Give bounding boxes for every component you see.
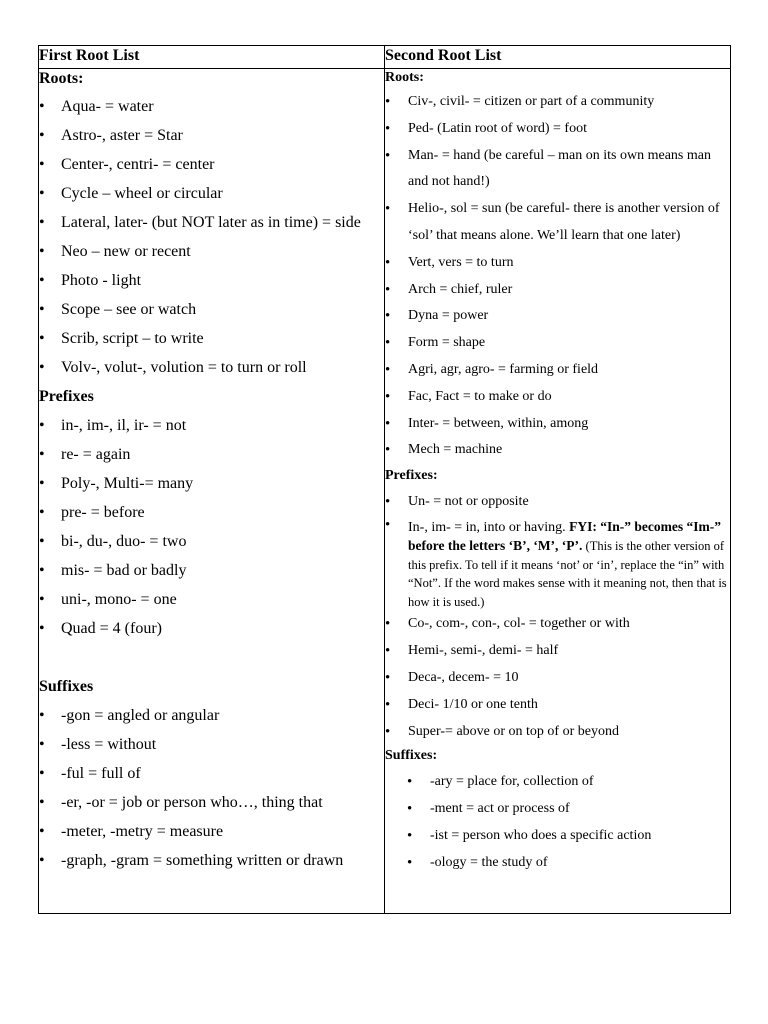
- list-item: • uni-, mono- = one: [39, 585, 384, 614]
- list-item: • mis- = bad or badly: [39, 556, 384, 585]
- first-prefixes-heading: Prefixes: [39, 388, 94, 405]
- list-item: • Photo - light: [39, 266, 384, 295]
- first-suffixes-heading: Suffixes: [39, 678, 94, 695]
- list-item: • Mech = machine: [385, 437, 730, 464]
- root-list-table: [38, 45, 731, 914]
- content-row: [39, 69, 731, 914]
- spacer: [39, 643, 384, 672]
- list-item: • Scope – see or watch: [39, 295, 384, 324]
- list-item: • Super-= above or on top of or beyond: [385, 719, 730, 746]
- list-item: • -ary = place for, collection of: [407, 769, 730, 796]
- first-prefixes-list: [39, 411, 384, 643]
- list-item: • Deca-, decem- = 10: [385, 665, 730, 692]
- list-item: • Vert, vers = to turn: [385, 250, 730, 277]
- list-item: • Form = shape: [385, 330, 730, 357]
- in-prefix-lead: In-, im- = in, into or having.: [408, 519, 570, 535]
- first-list-header: First Root List: [39, 46, 385, 69]
- list-item: • pre- = before: [39, 498, 384, 527]
- list-item: • Cycle – wheel or circular: [39, 179, 384, 208]
- list-item: • Dyna = power: [385, 303, 730, 330]
- list-item: • in-, im-, il, ir- = not: [39, 411, 384, 440]
- second-suffixes-list: [385, 769, 730, 876]
- list-item: • Aqua- = water: [39, 92, 384, 121]
- list-item: • -ment = act or process of: [407, 796, 730, 823]
- list-item: • Ped- (Latin root of word) = foot: [385, 116, 730, 143]
- list-item: • -ful = full of: [39, 759, 384, 788]
- list-item: • Arch = chief, ruler: [385, 277, 730, 304]
- list-item: • Co-, com-, con-, col- = together or with: [385, 611, 730, 638]
- list-item: • Un- = not or opposite: [385, 489, 730, 516]
- list-item: • Man- = hand (be careful – man on its own means man and not hand!): [385, 143, 730, 197]
- header-row: [39, 46, 731, 69]
- list-item: • -ology = the study of: [407, 850, 730, 877]
- list-item: • Volv-, volut-, volution = to turn or roll: [39, 353, 384, 382]
- second-suffixes-heading: Suffixes:: [385, 748, 438, 764]
- list-item: • Quad = 4 (four): [39, 614, 384, 643]
- first-suffixes-list: [39, 701, 384, 875]
- second-list-header: Second Root List: [385, 46, 731, 69]
- list-item: • Civ-, civil- = citizen or part of a community: [385, 89, 730, 116]
- list-item: • Deci- 1/10 or one tenth: [385, 692, 730, 719]
- list-item: • Astro-, aster = Star: [39, 121, 384, 150]
- list-item-in-prefix: [385, 516, 730, 612]
- list-item: • -gon = angled or angular: [39, 701, 384, 730]
- second-roots-heading: Roots:: [385, 70, 424, 85]
- list-item: • bi-, du-, duo- = two: [39, 527, 384, 556]
- list-item: • -meter, -metry = measure: [39, 817, 384, 846]
- first-roots-list: [39, 92, 384, 382]
- list-item: • re- = again: [39, 440, 384, 469]
- list-item: • -graph, -gram = something written or drawn: [39, 846, 384, 875]
- second-list-column: [385, 69, 731, 914]
- first-list-column: [39, 69, 385, 914]
- list-item: • Center-, centri- = center: [39, 150, 384, 179]
- list-item: • Inter- = between, within, among: [385, 411, 730, 438]
- list-item: • -ist = person who does a specific action: [407, 823, 730, 850]
- list-item: • Hemi-, semi-, demi- = half: [385, 638, 730, 665]
- list-item: • Fac, Fact = to make or do: [385, 384, 730, 411]
- list-item: • Neo – new or recent: [39, 237, 384, 266]
- list-item: • Scrib, script – to write: [39, 324, 384, 353]
- list-item: • -less = without: [39, 730, 384, 759]
- list-item: • Agri, agr, agro- = farming or field: [385, 357, 730, 384]
- in-prefix-note: (This is the other version of this prefix. To tell if it means ‘not’ or ‘in’, replace the “in” with “Not”. If the word makes sense with it meaning not, then that is how it is used.): [408, 539, 727, 609]
- first-roots-heading: Roots:: [39, 70, 84, 87]
- list-item: • -er, -or = job or person who…, thing that: [39, 788, 384, 817]
- second-prefixes-list: [385, 489, 730, 745]
- list-item: • Poly-, Multi-= many: [39, 469, 384, 498]
- second-prefixes-heading: Prefixes:: [385, 468, 438, 484]
- list-item: • Lateral, later- (but NOT later as in time) = side: [39, 208, 384, 237]
- list-item: • Helio-, sol = sun (be careful- there is another version of ‘sol’ that means alone. We’ll learn that one later): [385, 196, 730, 250]
- second-roots-list: [385, 89, 730, 464]
- in-prefix-fyi: FYI: “In-” becomes “Im-” before the letters ‘B’, ‘M’, ‘P’.: [408, 518, 721, 554]
